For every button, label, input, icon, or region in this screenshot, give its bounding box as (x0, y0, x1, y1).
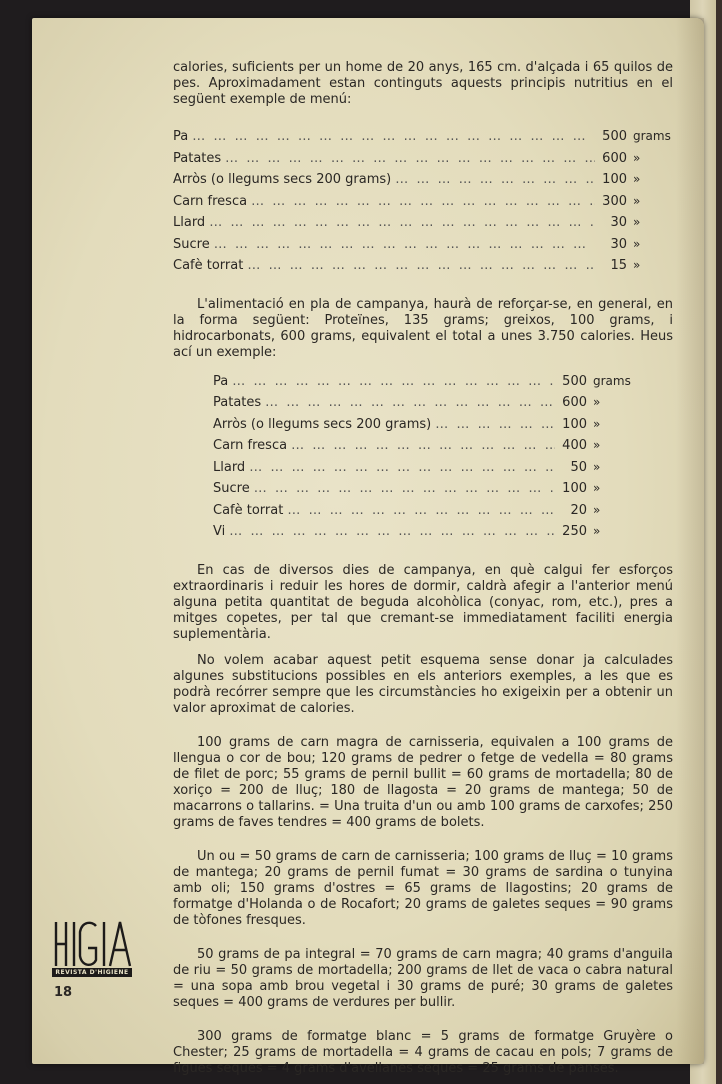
menu-item-qty: 600 (602, 150, 627, 166)
cheese-equivalences-paragraph: 300 grams de formatge blanc = 5 grams de formatge Gruyère o Chester; 25 grams de mortadella = 4 grams de cacau en pols; 7 grams de figues seques = 4 grams d'avellanes seques = 25 grams de panses. (173, 1028, 673, 1076)
leader-dots (225, 151, 595, 167)
menu-item-name: Vi (213, 524, 226, 539)
menu-item-unit: » (633, 172, 641, 186)
menu-item (173, 171, 673, 193)
spacer (173, 717, 673, 735)
menu-item-name: Patates (173, 150, 222, 166)
leader-dots (265, 395, 555, 411)
leader-dots (249, 460, 555, 476)
leader-dots (214, 237, 595, 253)
leader-dots (247, 258, 595, 274)
menu-item-unit: grams (633, 129, 671, 143)
menu-item (173, 236, 673, 258)
menu-item (213, 480, 633, 502)
menu-item-qty: 500 (562, 373, 587, 389)
spacer (173, 643, 673, 653)
menu-item (173, 214, 673, 236)
campaign-menu-list (213, 373, 633, 545)
menu-item-unit: » (593, 395, 601, 409)
menu-item-name: Patates (213, 395, 262, 410)
menu-item-unit: » (633, 150, 641, 165)
menu-item-qty: 30 (610, 236, 627, 252)
menu-item-qty: 20 (570, 502, 587, 518)
menu-item (213, 416, 633, 438)
menu-item-qty: 50 (570, 459, 587, 475)
meat-equivalences-paragraph: 100 grams de carn magra de carnisseria, equivalen a 100 grams de llengua o cor de bou; 120 grams de pedrer o fetge de vedella = 80 grams de filet de porc; 55 grams de pernil bullit = 60 grams de mortadella; 80 de xoriço = 200 de lluç; 180 de llagosta = 20 grams de mantega; 50 de macarrons o tallarins. = Una truita d'un ou amb 100 grams de carxofes; 250 grams de faves tendres = 400 grams de bolets. (173, 734, 673, 830)
logo-subtitle: REVISTA D'HIGIENE (52, 968, 132, 977)
intro-paragraph: calories, suficients per un home de 20 anys, 165 cm. d'alçada i 65 quilos de pes. Aproximadament estan continguts aquests principis nutritius en el següent exemple de menú: (173, 60, 673, 107)
menu-item-unit: » (593, 481, 601, 495)
menu-item (173, 193, 673, 215)
menu-item (173, 257, 673, 279)
leader-dots (209, 215, 595, 231)
menu-item-unit: » (593, 502, 601, 517)
spacer (173, 1011, 673, 1029)
peace-menu-list (173, 128, 673, 279)
menu-item (213, 394, 633, 416)
leader-dots (291, 438, 555, 454)
bread-equivalences-paragraph: 50 grams de pa integral = 70 grams de carn magra; 40 grams d'anguila de riu = 50 grams de mortadella; 200 grams de llet de vaca o cabra natural = una sopa amb brou vegetal i 30 grams de puré; 30 grams de galetes seques = 400 grams de verdures per bullir. (173, 946, 673, 1010)
spacer (173, 831, 673, 849)
menu-item-name: Carn fresca (173, 193, 248, 209)
menu-item-qty: 100 (602, 172, 627, 187)
effort-paragraph: En cas de diversos dies de campanya, en què calgui fer esforços extraordinaris i reduir les hores de dormir, caldrà afegir a l'anterior menú alguna petita quantitat de beguda alcohòlica (conyac, rom, etc.), pres a mitges copetes, per tal que cremant-se immediatament faciliti energia suplementària. (173, 562, 673, 642)
menu-item-qty: 400 (562, 438, 587, 453)
menu-item (213, 459, 633, 481)
menu-item-unit: » (633, 215, 641, 229)
menu-item-name: Sucre (173, 236, 210, 252)
menu-item-qty: 250 (562, 524, 587, 539)
menu-item-unit: » (633, 236, 641, 251)
menu-item-name: Cafè torrat (173, 258, 244, 273)
menu-item-qty: 15 (610, 258, 627, 273)
higia-logo (52, 918, 132, 970)
menu-item-name: Arròs (o llegums secs 200 grams) (173, 172, 392, 187)
menu-item-name: Pa (173, 129, 189, 144)
menu-item-unit: » (633, 258, 641, 272)
menu-item-unit: » (593, 459, 601, 474)
page-gutter-shadow (676, 18, 704, 1064)
egg-equivalences-paragraph: Un ou = 50 grams de carn de carnisseria; 100 grams de lluç = 10 grams de mantega; 20 grams de pernil fumat = 30 grams de sardina o tunyina amb oli; 150 grams d'ostres = 65 grams de llagostins; 20 grams de formatge d'Holanda o de Rocafort; 20 grams de galetes seques = 90 grams de tòfones fresques. (173, 848, 673, 928)
leader-dots (232, 374, 555, 390)
menu-item-qty: 30 (610, 215, 627, 230)
menu-item-unit: » (593, 416, 601, 431)
menu-item-unit: » (593, 438, 601, 452)
menu-item-unit: » (593, 524, 601, 538)
binding-edge (716, 0, 722, 1084)
menu-item (213, 523, 633, 545)
menu-item-qty: 500 (602, 129, 627, 144)
book-page (32, 18, 704, 1076)
menu-item-name: Llard (173, 215, 206, 230)
spacer (173, 279, 673, 297)
menu-item-name: Carn fresca (213, 438, 288, 453)
leader-dots (251, 194, 595, 210)
menu-item-name: Cafè torrat (213, 502, 284, 518)
menu-item (213, 437, 633, 459)
menu-item-name: Llard (213, 459, 246, 475)
leader-dots (254, 481, 555, 497)
menu-item-qty: 600 (562, 395, 587, 410)
leader-dots (229, 524, 555, 540)
leader-dots (287, 503, 555, 519)
menu-item (173, 150, 673, 172)
campaign-paragraph: L'alimentació en pla de campanya, haurà de reforçar-se, en general, en la forma següent: Proteïnes, 135 grams; greixos, 100 grams, i hidrocarbonats, 600 grams, equivalent el total a unes 3.750 calories. Heus ací un exemple: (173, 296, 673, 360)
menu-item-qty: 100 (562, 481, 587, 496)
leader-dots (192, 129, 595, 145)
menu-item-unit: » (633, 193, 641, 208)
menu-item-name: Arròs (o llegums secs 200 grams) (213, 416, 432, 432)
menu-item (213, 502, 633, 524)
menu-item (213, 373, 633, 395)
menu-item-qty: 100 (562, 416, 587, 432)
menu-item-qty: 300 (602, 193, 627, 209)
page-body (173, 60, 673, 1077)
page-number: 18 (54, 985, 73, 1000)
spacer (173, 545, 673, 563)
menu-item-name: Sucre (213, 481, 250, 496)
leader-dots (395, 172, 595, 188)
spacer (173, 929, 673, 947)
menu-item-name: Pa (213, 373, 229, 389)
substitutions-paragraph: No volem acabar aquest petit esquema sense donar ja calculades algunes substitucions possibles en els anteriors exemples, a les que es podrà recórrer sempre que les circumstàncies ho exigeixin per a obtenir un valor aproximat de calories. (173, 652, 673, 716)
menu-item (173, 128, 673, 150)
leader-dots (435, 417, 555, 433)
menu-item-unit: grams (593, 373, 631, 388)
